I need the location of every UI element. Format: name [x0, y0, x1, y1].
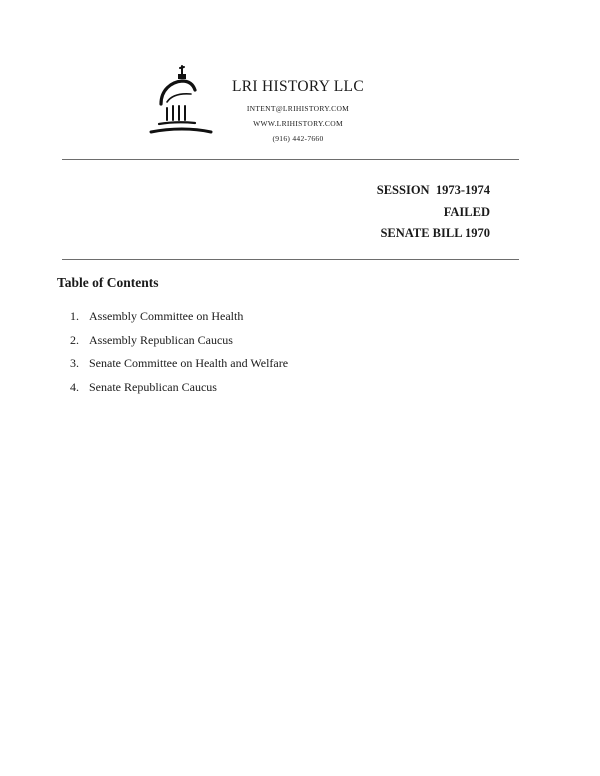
company-email[interactable]: INTENT@LRIHISTORY.COM [246, 104, 350, 113]
capitol-dome-icon [145, 62, 215, 140]
toc-item-number: 2. [70, 332, 79, 347]
toc-item[interactable] [70, 330, 288, 354]
toc-title: Table of Contents [57, 275, 159, 290]
company-info [218, 78, 378, 146]
toc-item-label: Senate Republican Caucus [89, 379, 217, 394]
company-name: LRI HISTORY LLC [232, 78, 364, 95]
toc-item-label: Senate Committee on Health and Welfare [89, 356, 289, 370]
company-phone: (916) 442-7660 [272, 134, 324, 143]
toc-item[interactable] [70, 377, 288, 401]
bill-number: SENATE BILL 1970 [380, 226, 490, 240]
status-label: FAILED [443, 204, 490, 219]
toc-item-label: Assembly Committee on Health [89, 309, 244, 323]
toc-item-number: 4. [70, 379, 79, 394]
toc-item-number: 1. [70, 309, 79, 323]
toc-item-number: 3. [70, 356, 79, 370]
session-label: SESSION 1973-1974 [376, 183, 490, 197]
header-divider-top [62, 159, 519, 160]
bill-info [377, 180, 490, 245]
company-website[interactable]: WWW.LRIHISTORY.COM [253, 119, 343, 128]
toc-item[interactable] [70, 353, 288, 377]
toc-item-label: Assembly Republican Caucus [89, 332, 233, 347]
toc-item[interactable] [70, 306, 288, 330]
header-divider-bottom [62, 259, 519, 260]
toc-list [70, 306, 288, 400]
